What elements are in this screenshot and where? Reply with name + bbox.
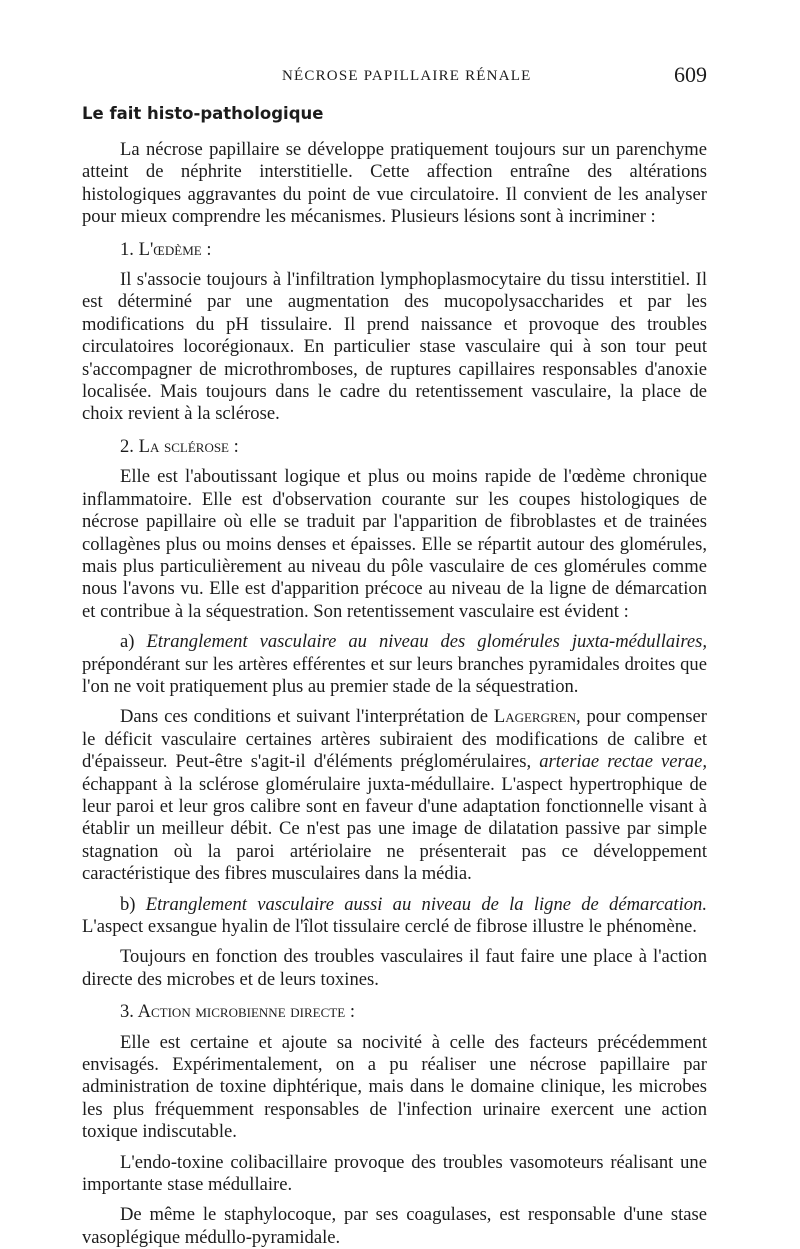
page-number: 609 (674, 62, 707, 87)
lagergren-part1: Dans ces conditions et suivant l'interprétation de (120, 706, 494, 728)
lagergren-part2: , pour compenser le déficit vasculaire certaines artères subiraient des modifications de calibre et d'épaisseur. Peut-être s'agit-il d'éléments préglomérulaires, (82, 706, 707, 773)
lagergren-latin: arteriae rectae verae, (539, 751, 707, 773)
transition-paragraph: Toujours en fonction des troubles vasculaires il faut faire une place à l'action directe des microbes et de leurs toxines. (82, 946, 707, 990)
section-heading: Le fait histo-pathologique (82, 104, 324, 123)
item-a-text: prépondérant sur les artères efférentes et sur leurs branches pyramidales droites que l'on ne voit pratiquement plus au premier stade de la séquestration. (82, 653, 707, 697)
lagergren-name: Lagergren (493, 706, 576, 728)
subheading-oedeme: 1. L'œdème : (120, 238, 212, 260)
subheading-action: 3. Action microbienne directe : (120, 1001, 355, 1023)
item-b-paragraph (82, 894, 707, 939)
action-paragraph-3: De même le staphylocoque, par ses coagulases, est responsable d'une stase vasoplégique médullo-pyramidale. (82, 1204, 707, 1248)
subheading-sclerose: 2. La sclérose : (120, 435, 239, 457)
item-a-title: Etranglement vasculaire au niveau des glomérules juxta-médullaires, (146, 631, 708, 653)
body-text (82, 103, 707, 1249)
item-a-paragraph (82, 631, 707, 698)
item-a-label: a) (120, 631, 147, 653)
item-b-title: Etranglement vasculaire aussi au niveau de la ligne de démarcation. (145, 893, 707, 915)
oedeme-paragraph: Il s'associe toujours à l'infiltration lymphoplasmocytaire du tissu interstitiel. Il est déterminé par une augmentation des mucopolysaccharides et par les modifications du pH tissulaire. Il prend naissance et provoque des troubles circulatoires locorégionaux. En particulier stase vasculaire qui à son tour peut s'accompagner de microthromboses, de ruptures capillaires responsables d'anoxie localisée. Mais toujours dans le cadre du retentissement vasculaire, la place de choix revient à la sclérose. (82, 269, 707, 425)
sclerose-paragraph: Elle est l'aboutissant logique et plus ou moins rapide de l'œdème chronique inflammatoire. Elle est d'observation courante sur les coupes histologiques de nécrose papillaire où elle se traduit par l'apparition de fibroblastes et de trainées collagènes plus ou moins denses et épaisses. Elle se répartit autour des glomérules, mais plus particulièrement au niveau du pôle vasculaire de ces glomérules comme nous l'avons vu. Elle est d'apparition précoce au niveau de la ligne de démarcation et contribue à la séquestration. Son retentissement vasculaire est évident : (82, 466, 707, 622)
item-b-text: L'aspect exsangue hyalin de l'îlot tissulaire cerclé de fibrose illustre le phénomène. (82, 916, 697, 937)
running-title: NÉCROSE PAPILLAIRE RÉNALE (282, 68, 532, 84)
intro-paragraph: La nécrose papillaire se développe pratiquement toujours sur un parenchyme atteint de néphrite interstitielle. Cette affection entraîne des altérations histologiques aggravantes du point de vue circulatoire. Il convient de les analyser pour mieux comprendre les mécanismes. Plusieurs lésions sont à incriminer : (82, 139, 707, 228)
lagergren-part3: échappant à la sclérose glomérulaire juxta-médullaire. L'aspect hypertrophique de leur paroi et leur gros calibre sont en faveur d'une adaptation fonctionnelle visant à établir un meilleur débit. Ce n'est pas une image de dilatation passive par simple stagnation où la paroi artériolaire ne présenterait pas ce développement caractéristique des fibres musculaires dans la média. (82, 773, 707, 885)
running-head (0, 60, 800, 90)
action-paragraph-2: L'endo-toxine colibacillaire provoque des troubles vasomoteurs réalisant une importante stase médullaire. (82, 1151, 707, 1196)
lagergren-paragraph (82, 706, 707, 885)
action-paragraph-1: Elle est certaine et ajoute sa nocivité à celle des facteurs précédemment envisagés. Expérimentalement, on a pu réaliser une nécrose papillaire par administration de toxine diphtérique, mais dans le domaine clinique, les microbes les plus fréquemment responsables de l'infection urinaire exercent une action toxique indiscutable. (82, 1031, 707, 1143)
item-b-label: b) (120, 893, 146, 915)
